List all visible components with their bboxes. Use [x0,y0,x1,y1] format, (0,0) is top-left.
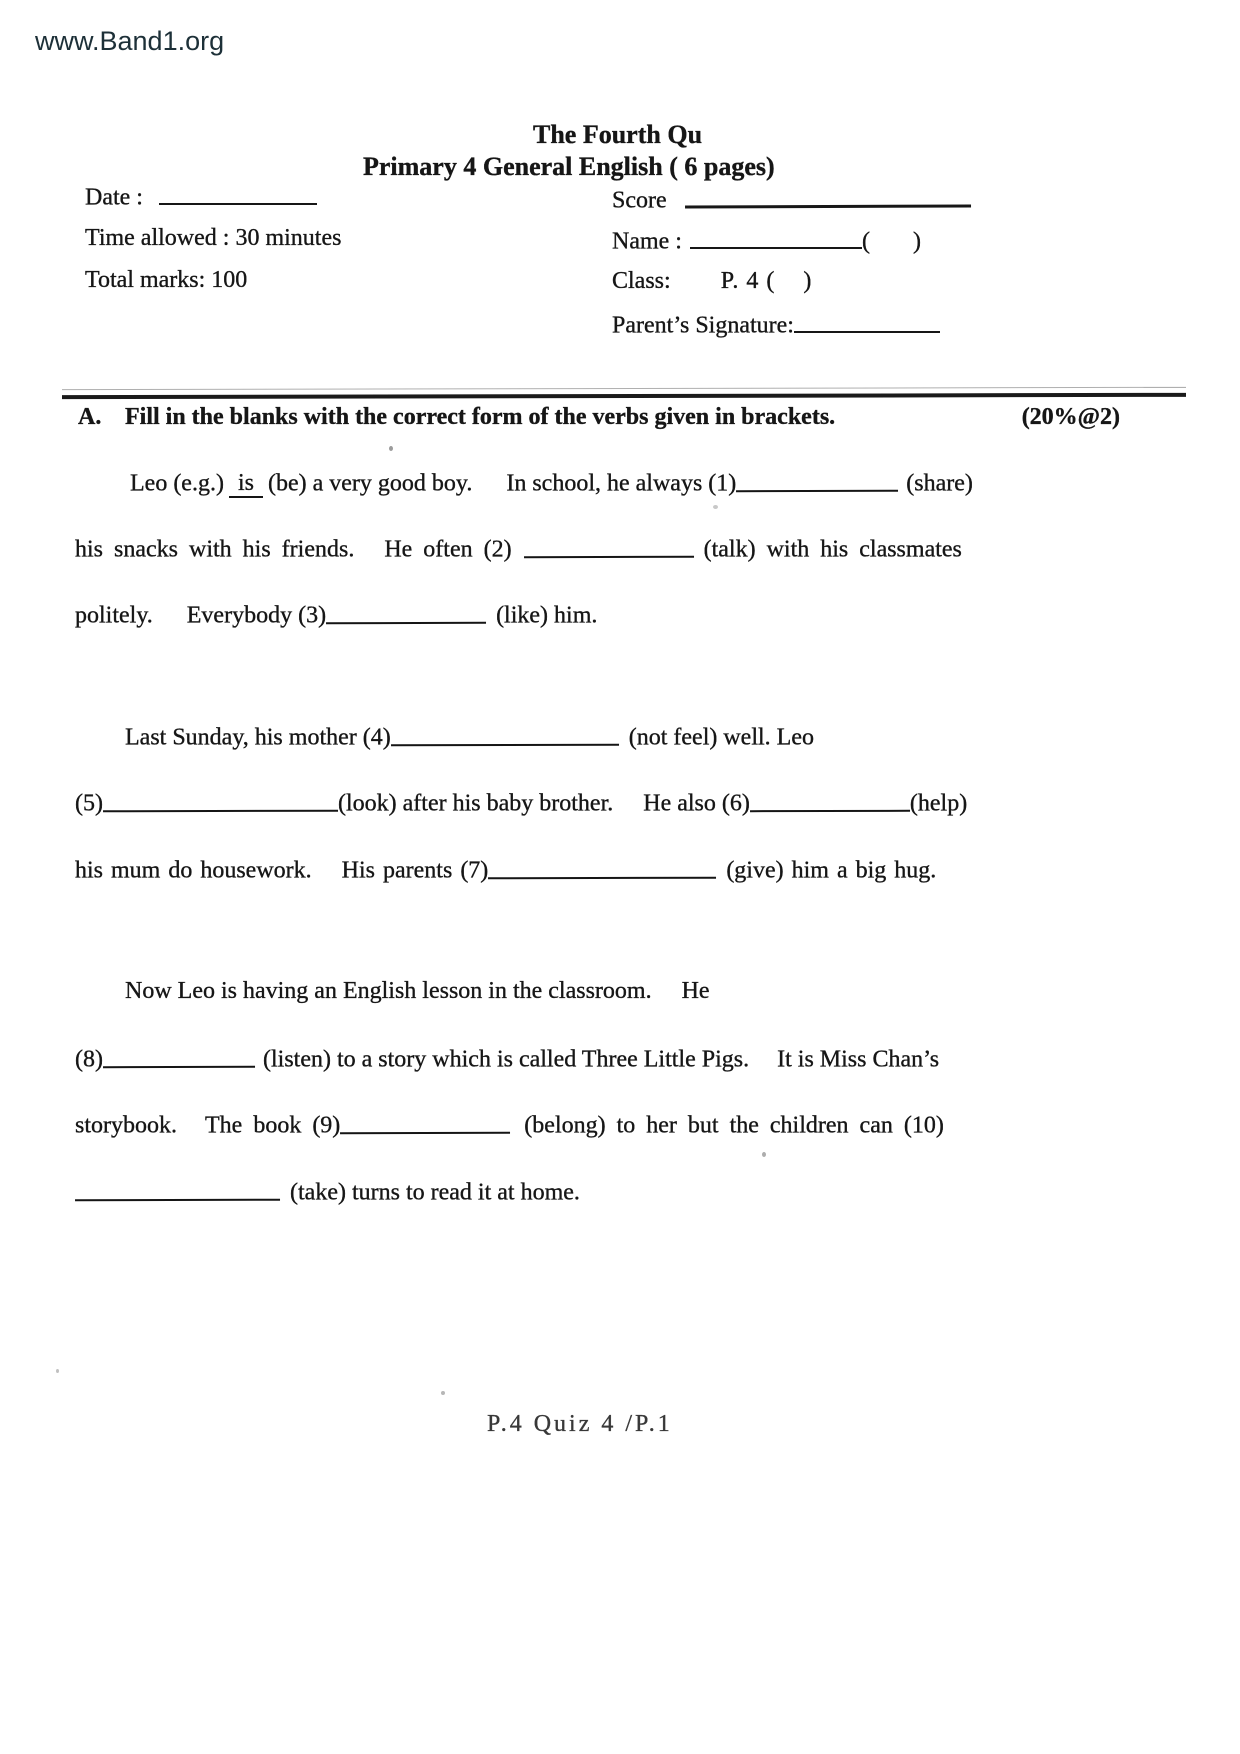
class-label: Class: [612,268,671,294]
answer-blank [103,1046,255,1069]
spacing-gap [280,1198,290,1199]
scan-artifact [441,1391,445,1395]
text-run: He also (6) [643,790,750,817]
spacing-gap [613,809,643,810]
header-divider-rule [62,393,1186,399]
exam-title-line1: The Fourth Qu [533,120,703,149]
watermark-url: www.Band1.org [35,26,225,56]
exercise-line-7 [75,978,1090,1005]
text-run: Last Sunday, his mother (4) [125,724,391,751]
text-run: (take) turns to read it at home. [290,1179,580,1206]
spacing-gap [652,997,682,998]
scan-artifact [56,1369,59,1373]
score-label: Score [612,187,667,214]
exercise-line-6 [75,855,1040,884]
exercise-line-9 [75,1110,1040,1139]
text-run: (like) him. [496,602,598,629]
spacing-gap [716,876,726,877]
section-marks: (20%@2) [1021,404,1120,430]
header-divider-shadow [62,387,1186,390]
answer-blank [488,857,716,880]
text-run: (share) [906,470,973,497]
spacing-gap [749,1065,777,1066]
date-blank [159,183,317,205]
parent-signature-row [612,310,940,339]
total-marks-row [85,267,247,294]
scan-artifact [762,1152,766,1157]
answer-blank [736,470,898,493]
exercise-line-3 [75,600,1040,629]
answer-blank [750,790,910,813]
name-blank [690,227,862,249]
text-run: His parents (7) [341,857,489,884]
text-run: (listen) to a story which is called Three Little Pigs. [262,1046,750,1073]
spacing-gap [694,555,704,556]
answer-blank [103,790,338,813]
exercise-line-10 [75,1177,1040,1206]
text-run: He often (2) [384,536,512,563]
score-row [612,184,971,214]
text-run: politely. [75,602,153,629]
class-row [612,268,812,295]
score-blank [685,185,971,209]
scan-artifact [713,505,718,509]
exercise-line-2 [75,534,1040,563]
time-allowed-label: Time allowed : 30 minutes [85,225,342,251]
page-footer-cutoff [487,1411,707,1437]
name-row [612,226,922,255]
spacing-gap [177,1131,205,1132]
exam-title-line2: Primary 4 General English ( 6 pages) [363,152,775,181]
spacing-gap [255,1065,263,1066]
text-run: (give) him a big hug. [726,857,937,884]
total-marks-label: Total marks: 100 [85,267,248,293]
exercise-line-1 [75,468,1095,497]
parent-signature-blank [794,311,940,333]
spacing-gap [619,743,629,744]
text-run: his snacks with his friends. [75,536,355,563]
spacing-gap [510,1131,524,1132]
text-run: Everybody (3) [186,602,327,629]
parent-signature-label: Parent’s Signature: [612,312,794,339]
text-run: (5) [75,790,103,817]
spacing-gap [312,876,342,877]
answer-blank [524,536,694,559]
text-run: (be) a very good boy. [267,470,473,497]
text-run: storybook. [75,1112,177,1139]
answer-blank [340,1112,510,1135]
exercise-line-5 [75,788,1040,817]
answer-blank [75,1179,280,1202]
section-letter: A. [78,404,102,430]
text-run: He [681,978,710,1004]
text-run: (8) [75,1046,103,1073]
section-instruction: Fill in the blanks with the correct form of the verbs given in brackets. [125,404,836,430]
section-a-heading [78,404,1138,431]
text-run: (talk) with his classmates [703,536,962,563]
text-run: In school, he always (1) [506,470,737,497]
class-value: P. 4 ( ) [720,268,813,294]
answer-blank [326,602,486,625]
text-run: (help) [909,790,968,817]
text-run: Leo (e.g.) [130,470,224,497]
exercise-line-4 [75,722,1090,751]
spacing-gap [512,555,524,556]
date-row [85,182,317,211]
spacing-gap [153,621,187,622]
date-label: Date : [85,184,143,211]
text-run: (not feel) well. Leo [628,724,814,751]
name-class-number: ( ) [861,228,922,255]
spacing-gap [486,621,496,622]
name-label: Name : [612,228,682,255]
example-answer-underlined: is [229,470,263,498]
spacing-gap [472,489,506,490]
text-run: The book (9) [205,1112,341,1139]
text-run: Now Leo is having an English lesson in the classroom. [125,978,652,1004]
text-run: his mum do housework. [75,857,312,884]
footer-text: P.4 Quiz 4 /P.1 [487,1411,673,1437]
text-run: (belong) to her but the children can (10) [524,1112,944,1139]
time-allowed-row [85,225,341,252]
spacing-gap [354,555,384,556]
text-run: (look) after his baby brother. [337,790,614,817]
exercise-line-8 [75,1044,1040,1073]
scan-artifact [389,446,393,451]
text-run: It is Miss Chan’s [777,1046,940,1073]
answer-blank [391,724,619,747]
